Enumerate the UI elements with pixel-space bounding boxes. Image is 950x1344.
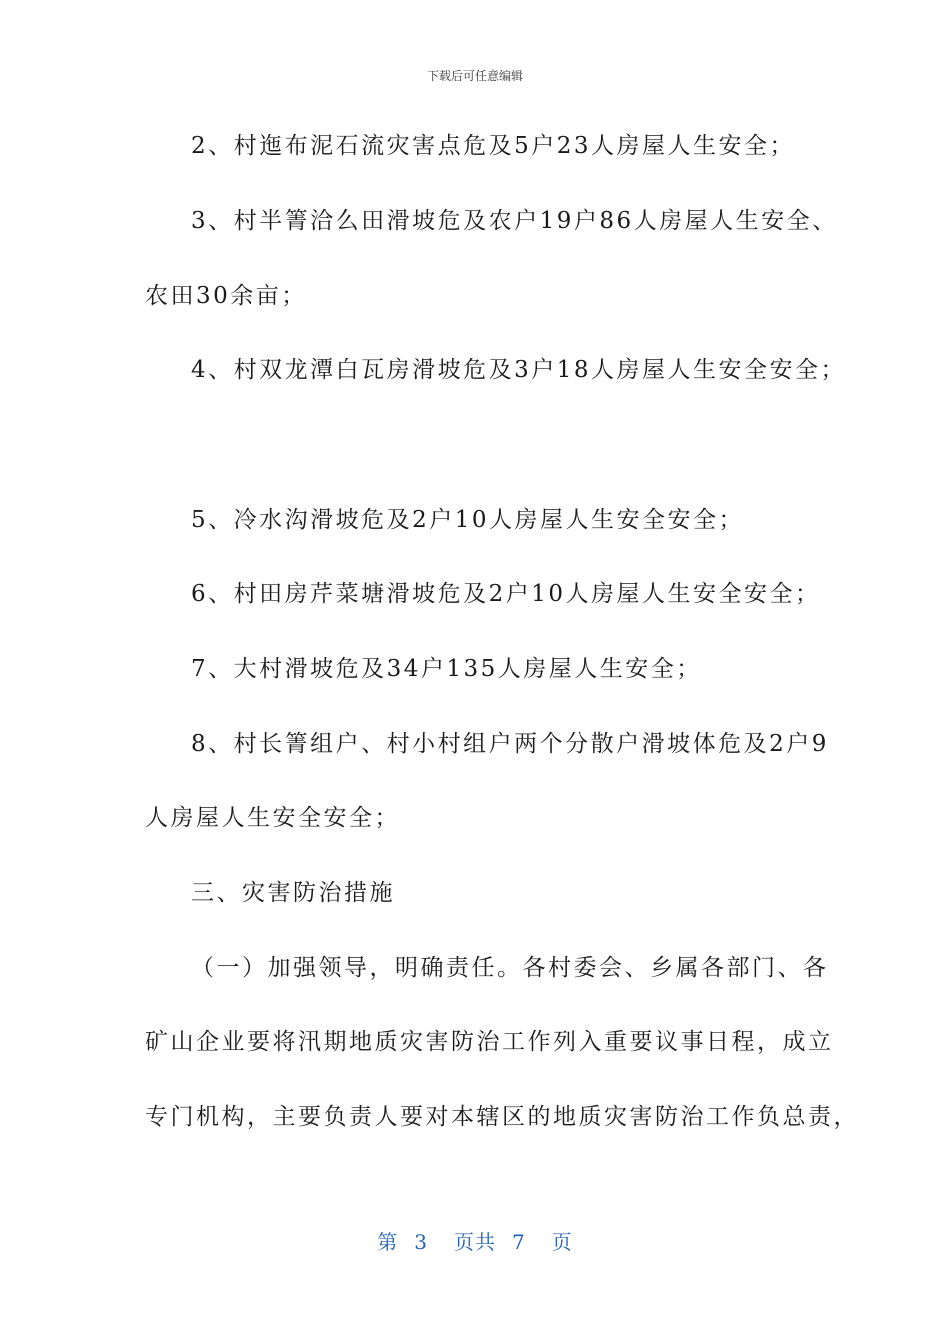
body-line-12: 矿山企业要将汛期地质灾害防治工作列入重要议事日程，成立: [145, 1029, 834, 1055]
body-line-5: 5、冷水沟滑坡危及2户10人房屋人生安全安全；: [191, 507, 745, 533]
body-line-3: 农田30余亩；: [145, 283, 307, 309]
footer-suffix: 页: [551, 1230, 573, 1254]
footer-total-pages: 7: [512, 1230, 526, 1254]
page-header: 下载后可任意编辑: [426, 69, 523, 83]
body-line-1: 2、村迤布泥石流灾害点危及5户23人房屋人生安全；: [191, 133, 796, 159]
body-line-7: 7、大村滑坡危及34户135人房屋人生安全；: [191, 656, 702, 682]
footer-prefix: 第: [377, 1230, 399, 1254]
body-line-8: 8、村长箐组户、村小村组户两个分散户滑坡体危及2户9: [191, 731, 829, 757]
page-footer: [0, 1226, 950, 1255]
body-line-2: 3、村半箐洽么田滑坡危及农户19户86人房屋人生安全、: [191, 208, 838, 234]
body-line-6: 6、村田房芹菜塘滑坡危及2户10人房屋人生安全安全；: [191, 581, 821, 607]
body-line-9: 人房屋人生安全安全；: [145, 805, 400, 831]
footer-current-page: 3: [414, 1230, 428, 1254]
body-line-13: 专门机构，主要负责人要对本辖区的地质灾害防治工作负总责，: [145, 1104, 859, 1130]
body-line-4: 4、村双龙潭白瓦房滑坡危及3户18人房屋人生安全安全；: [191, 357, 847, 383]
body-line-11: （一）加强领导，明确责任。各村委会、乡属各部门、各: [191, 955, 829, 981]
section-heading: 三、灾害防治措施: [191, 880, 395, 906]
footer-middle: 页共: [454, 1230, 496, 1254]
